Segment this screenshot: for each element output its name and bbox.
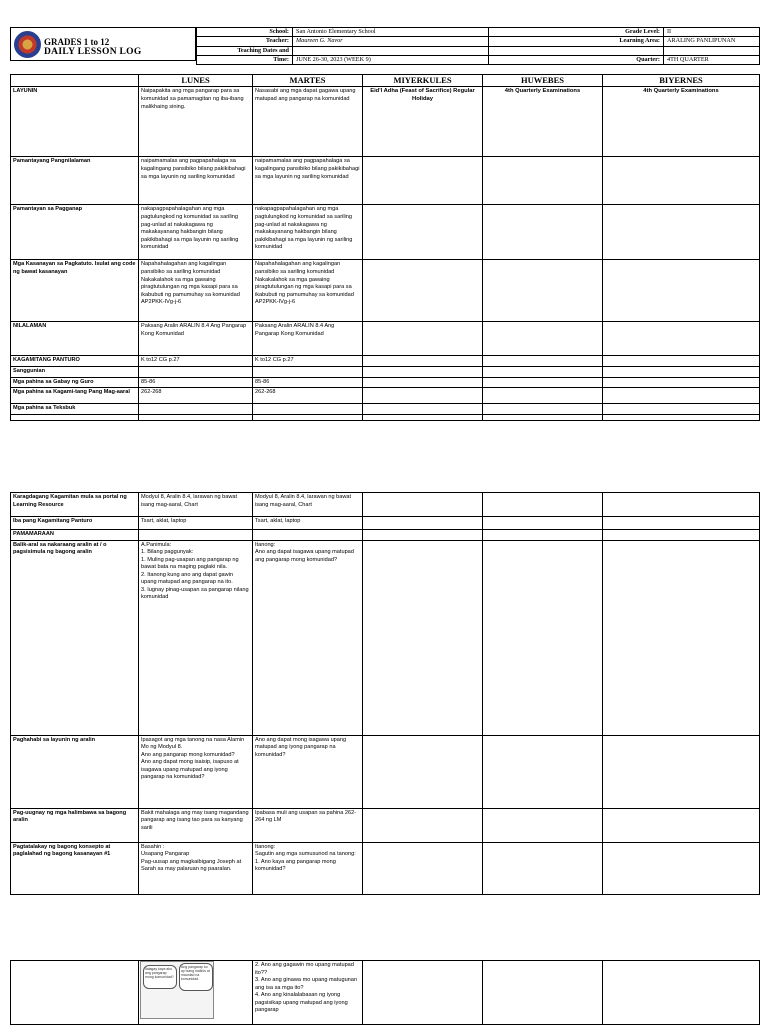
- cell-martes: Tsart, aklat, laptop: [253, 517, 363, 530]
- cell-huwebes: [483, 322, 603, 356]
- quarter-value: 4TH QUARTER: [664, 56, 760, 65]
- usapang-pangarap-illustration: [140, 961, 214, 1019]
- row-label: Mga pahina sa Teksbuk: [11, 404, 139, 415]
- row-label: PAMAMARAAN: [11, 530, 139, 541]
- cell-martes: [253, 530, 363, 541]
- cell-lunes: naipamamalas ang pagpapahalaga sa kagalingang pansibiko bilang pakikibahagi sa mga layunin ng sariling komunidad: [139, 157, 253, 205]
- table-row: [11, 260, 760, 322]
- cell-lunes: Bakit mahalaga ang may isang magandang pangarap ang isang tao para sa kanyang sarili: [139, 808, 253, 842]
- speech-bubble-1: Ilalagay kaya ako ang pangarap mong komunidad?: [143, 965, 177, 989]
- cell-biyernes: [603, 157, 760, 205]
- cell-miyerkules: [363, 517, 483, 530]
- table-row: [11, 367, 760, 378]
- cell-huwebes: [483, 842, 603, 894]
- grade-value: II: [664, 28, 760, 37]
- cell-lunes: Modyul 8, Aralin 8.4, larawan ng bawat isang mag-aaral, Chart: [139, 493, 253, 517]
- cell-martes: [253, 367, 363, 378]
- table-row: [11, 377, 760, 388]
- table-row: [11, 735, 760, 808]
- cell-huwebes: [483, 388, 603, 404]
- day-huwebes: HUWEBES: [483, 75, 603, 87]
- cell-biyernes: [603, 530, 760, 541]
- cell-lunes: nakapagpapahalagahan ang mga pagtulungkod ng komunidad sa sariling pag-unlad at nakakagawa ng makakayanang hakbangin bilang pakikibahagi sa mga layunin ng sariling komunidad: [139, 205, 253, 260]
- title-block: [10, 27, 196, 61]
- holiday-note: Eid'l Adha (Feast of Sacrifice) Regular Holiday: [363, 87, 483, 157]
- dates-label: [197, 46, 293, 55]
- table-row: [11, 414, 760, 420]
- cell-huwebes: [483, 205, 603, 260]
- row-label: Iba pang Kagamitang Panturo: [11, 517, 139, 530]
- cell-huwebes: [483, 735, 603, 808]
- title-line1: GRADES 1 to 12: [44, 37, 110, 47]
- table-row: [11, 388, 760, 404]
- cell-martes: Ipabasa muli ang usapan sa pahina 262-264 ng LM: [253, 808, 363, 842]
- cell-miyerkules: [363, 493, 483, 517]
- cell-miyerkules: [363, 808, 483, 842]
- row-label: Pagtatalakay ng bagong konsepto at paglalahad ng bagong kasanayan #1: [11, 842, 139, 894]
- cell-biyernes: [603, 367, 760, 378]
- table-row: [11, 87, 760, 157]
- cell-lunes: 85-86: [139, 377, 253, 388]
- school-value: San Antonio Elementary School: [293, 28, 489, 37]
- row-label: Sanggunian: [11, 367, 139, 378]
- cell-miyerkules: [363, 530, 483, 541]
- header-table: [196, 27, 760, 65]
- cell-biyernes: [603, 404, 760, 415]
- day-martes: MARTES: [253, 75, 363, 87]
- dates-value: [293, 46, 489, 55]
- row-label: Paghahabi sa layunin ng aralin: [11, 735, 139, 808]
- cell-huwebes: [483, 493, 603, 517]
- cell-miyerkules: [363, 961, 483, 1025]
- cell-lunes: Tsart, aklat, laptop: [139, 517, 253, 530]
- row-label: [11, 961, 139, 1025]
- cell-miyerkules: [363, 414, 483, 420]
- table-row: [11, 540, 760, 735]
- cell-biyernes: [603, 517, 760, 530]
- cell-huwebes: [483, 961, 603, 1025]
- teacher-value: Maureen G. Navor: [293, 37, 489, 46]
- cell-miyerkules: [363, 404, 483, 415]
- quarter-spacer-value: [664, 46, 760, 55]
- cell-martes: nakapagpapahalagahan ang mga pagtulungkod ng komunidad sa sariling pag-unlad at nakakagawa ng makakayanang hakbangin bilang pakikibahagi sa mga layunin ng sariling komunidad: [253, 205, 363, 260]
- table-row: [11, 157, 760, 205]
- row-label: [11, 414, 139, 420]
- cell-martes: Itanong: Ano ang dapat isagawa upang matupad ang pangarap mong komunidad?: [253, 540, 363, 735]
- table-row: [11, 842, 760, 894]
- cell-huwebes: [483, 540, 603, 735]
- cell-martes: Paksang Aralin ARALIN 8.4 Ang Pangarap Kong Komunidad: [253, 322, 363, 356]
- table-row: [11, 517, 760, 530]
- cell-biyernes: [603, 493, 760, 517]
- cell-miyerkules: [363, 540, 483, 735]
- area-value: ARALING PANLIPUNAN: [664, 37, 760, 46]
- row-label: Mga Kasanayan sa Pagkatuto. Isulat ang code ng bawat kasanayan: [11, 260, 139, 322]
- cell-martes: Modyul 8, Aralin 8.4, larawan ng bawat isang mag-aaral, Chart: [253, 493, 363, 517]
- cell-miyerkules: [363, 367, 483, 378]
- dates-text: JUNE 26-30, 2023 (WEEK 9): [293, 56, 489, 65]
- cell-miyerkules: [363, 842, 483, 894]
- table-row: [11, 404, 760, 415]
- row-label: NILALAMAN: [11, 322, 139, 356]
- table-row: [11, 530, 760, 541]
- cell-biyernes: [603, 540, 760, 735]
- deped-seal-icon: [14, 31, 41, 58]
- row-label: Mga pahina sa Kagami-tang Pang Mag-aaral: [11, 388, 139, 404]
- table-row: [11, 356, 760, 367]
- cell-martes: Napahahalagahan ang kagalingan pansibiko sa sariling komunidad Nakakalahok sa mga gawaing piragtutulungan ng mga kasapi para sa ikabubuti ng pamumuhay sa komunidad AP2PKK-IVg-j-6: [253, 260, 363, 322]
- table-row: [11, 493, 760, 517]
- cell-biyernes: [603, 735, 760, 808]
- cell-lunes: 262-268: [139, 388, 253, 404]
- cell-biyernes: [603, 205, 760, 260]
- cell-martes: [253, 414, 363, 420]
- cell-huwebes: [483, 517, 603, 530]
- cell-martes: naipamamalas ang pagpapahalaga sa kagalingang pansibiko bilang pakikibahagi sa mga layunin ng sariling komunidad: [253, 157, 363, 205]
- table-row: [11, 322, 760, 356]
- corner-cell: [11, 75, 139, 87]
- cell-lunes: [139, 367, 253, 378]
- cell-biyernes: [603, 388, 760, 404]
- cell-lunes: [139, 404, 253, 415]
- cell-lunes: A.Panimula: 1. Bilang paggunyak: 1. Muling pag-usapan ang pangarap ng bawat bata na maging paglaki nila. 2. Itanong kung ano ang dapat gawin upang matupad ang pangarap na ito. 3. Iugnay pinag-usapan sa pangarap nilang komunidad: [139, 540, 253, 735]
- day-lunes: LUNES: [139, 75, 253, 87]
- table-row: [11, 808, 760, 842]
- cell-lunes: Napahahalagahan ang kagalingan pansibiko sa sariling komunidad Nakakalahok sa mga gawaing piragtutulungan ng mga kasapi para sa ikabubuti ng pamumuhay sa komunidad AP2PKK-IVg-j-6: [139, 260, 253, 322]
- cell-huwebes: [483, 367, 603, 378]
- cell-biyernes: [603, 842, 760, 894]
- row-label: LAYUNIN: [11, 87, 139, 157]
- cell-miyerkules: [363, 260, 483, 322]
- cell-huwebes: [483, 157, 603, 205]
- row-label: Pamantayan sa Pagganap: [11, 205, 139, 260]
- cell-martes: 262-268: [253, 388, 363, 404]
- row-label: Pamantayang Pangnilalaman: [11, 157, 139, 205]
- cell-miyerkules: [363, 735, 483, 808]
- cell-lunes: K to12 CG p.27: [139, 356, 253, 367]
- cell-miyerkules: [363, 377, 483, 388]
- cell-miyerkules: [363, 388, 483, 404]
- cell-lunes: [139, 414, 253, 420]
- cell-huwebes: [483, 260, 603, 322]
- dates-label-line1: Teaching Dates and: [237, 46, 289, 54]
- row-label: Karagdagang Kagamitan mula sa portal ng Learning Resource: [11, 493, 139, 517]
- cell-biyernes: [603, 322, 760, 356]
- cell-lunes: Paksang Aralin ARALIN 8.4 Ang Pangarap Kong Komunidad: [139, 322, 253, 356]
- quarter-label: Quarter:: [489, 56, 664, 65]
- cell-miyerkules: [363, 322, 483, 356]
- lesson-table-3: [10, 960, 760, 1025]
- cell-lunes: [139, 530, 253, 541]
- table-row: [11, 205, 760, 260]
- cell-huwebes: [483, 404, 603, 415]
- grade-label: Grade Level:: [489, 28, 664, 37]
- cell-martes: 2. Ano ang gagawin mo upang matupad ito?? 3. Ano ang ginawa mo upang matugunan ang isa sa mga ito? 4. Ano ang kinalalabasan ng iyong pagsisikap upang matupad ang iyong pangarap: [253, 961, 363, 1025]
- cell-miyerkules: [363, 205, 483, 260]
- exam-note-huwebes: 4th Quarterly Examinations: [483, 87, 603, 157]
- title-line2: DAILY LESSON LOG: [44, 47, 142, 57]
- cell-biyernes: [603, 356, 760, 367]
- row-label: KAGAMITANG PANTURO: [11, 356, 139, 367]
- exam-note-biyernes: 4th Quarterly Examinations: [603, 87, 760, 157]
- cell-biyernes: [603, 808, 760, 842]
- cell-huwebes: [483, 377, 603, 388]
- quarter-spacer: [489, 46, 664, 55]
- lesson-table-1: [10, 74, 760, 421]
- cell-biyernes: [603, 414, 760, 420]
- cell-biyernes: [603, 961, 760, 1025]
- cell-martes: Itanong: Sagutin ang mga sumusunod na tanong: 1. Ano kaya ang pangarap mong komunidad?: [253, 842, 363, 894]
- dates-label-2: Time:: [197, 56, 293, 65]
- row-label: Mga pahina sa Gabay ng Guro: [11, 377, 139, 388]
- school-label: School:: [197, 28, 293, 37]
- cell-martes: [253, 404, 363, 415]
- cell-huwebes: [483, 356, 603, 367]
- lesson-table-2: [10, 492, 760, 895]
- day-biyernes: BIYERNES: [603, 75, 760, 87]
- cell-lunes: Basahin : Usapang Pangarap Pag-uusap ang magkaibigang Joseph at Sarah sa may palaruan ng paaralan.: [139, 842, 253, 894]
- row-label: Pag-uugnay ng mga halimbawa sa bagong aralin: [11, 808, 139, 842]
- cell-martes: Nasasabi ang mga dapat gagawa upang matupad ang pangarap na komunidad: [253, 87, 363, 157]
- cell-lunes: Naipapakita ang mga pangarap para sa komunidad sa pamamagitan ng iba-ibang malikhaing sining.: [139, 87, 253, 157]
- day-miyerkules: MIYERKULES: [363, 75, 483, 87]
- cell-miyerkules: [363, 356, 483, 367]
- cell-martes: K to12 CG p.27: [253, 356, 363, 367]
- teacher-label: Teacher:: [197, 37, 293, 46]
- cell-huwebes: [483, 530, 603, 541]
- cell-martes: Ano ang dapat mong isagawa upang matupad ang iyong pangarap na komunidad?: [253, 735, 363, 808]
- cell-martes: 85-86: [253, 377, 363, 388]
- cell-huwebes: [483, 808, 603, 842]
- cell-biyernes: [603, 377, 760, 388]
- speech-bubble-2: Ang pangarap ko ay isang malinis at maunlad na komunidad.: [179, 963, 213, 991]
- cell-lunes: Ipasagot ang mga tanong na nasa Alamin Mo ng Modyul 8. Ano ang pangarap mong komunidad? Ano ang dapat mong isaisip, isapuso at isagawa upang matupad ang iyong pangarap na komunidad?: [139, 735, 253, 808]
- row-label: Balik-aral sa nakaraang aralin at / o pagsisimula ng bagong aralin: [11, 540, 139, 735]
- cell-huwebes: [483, 414, 603, 420]
- cell-miyerkules: [363, 157, 483, 205]
- area-label: Learning Area:: [489, 37, 664, 46]
- cell-biyernes: [603, 260, 760, 322]
